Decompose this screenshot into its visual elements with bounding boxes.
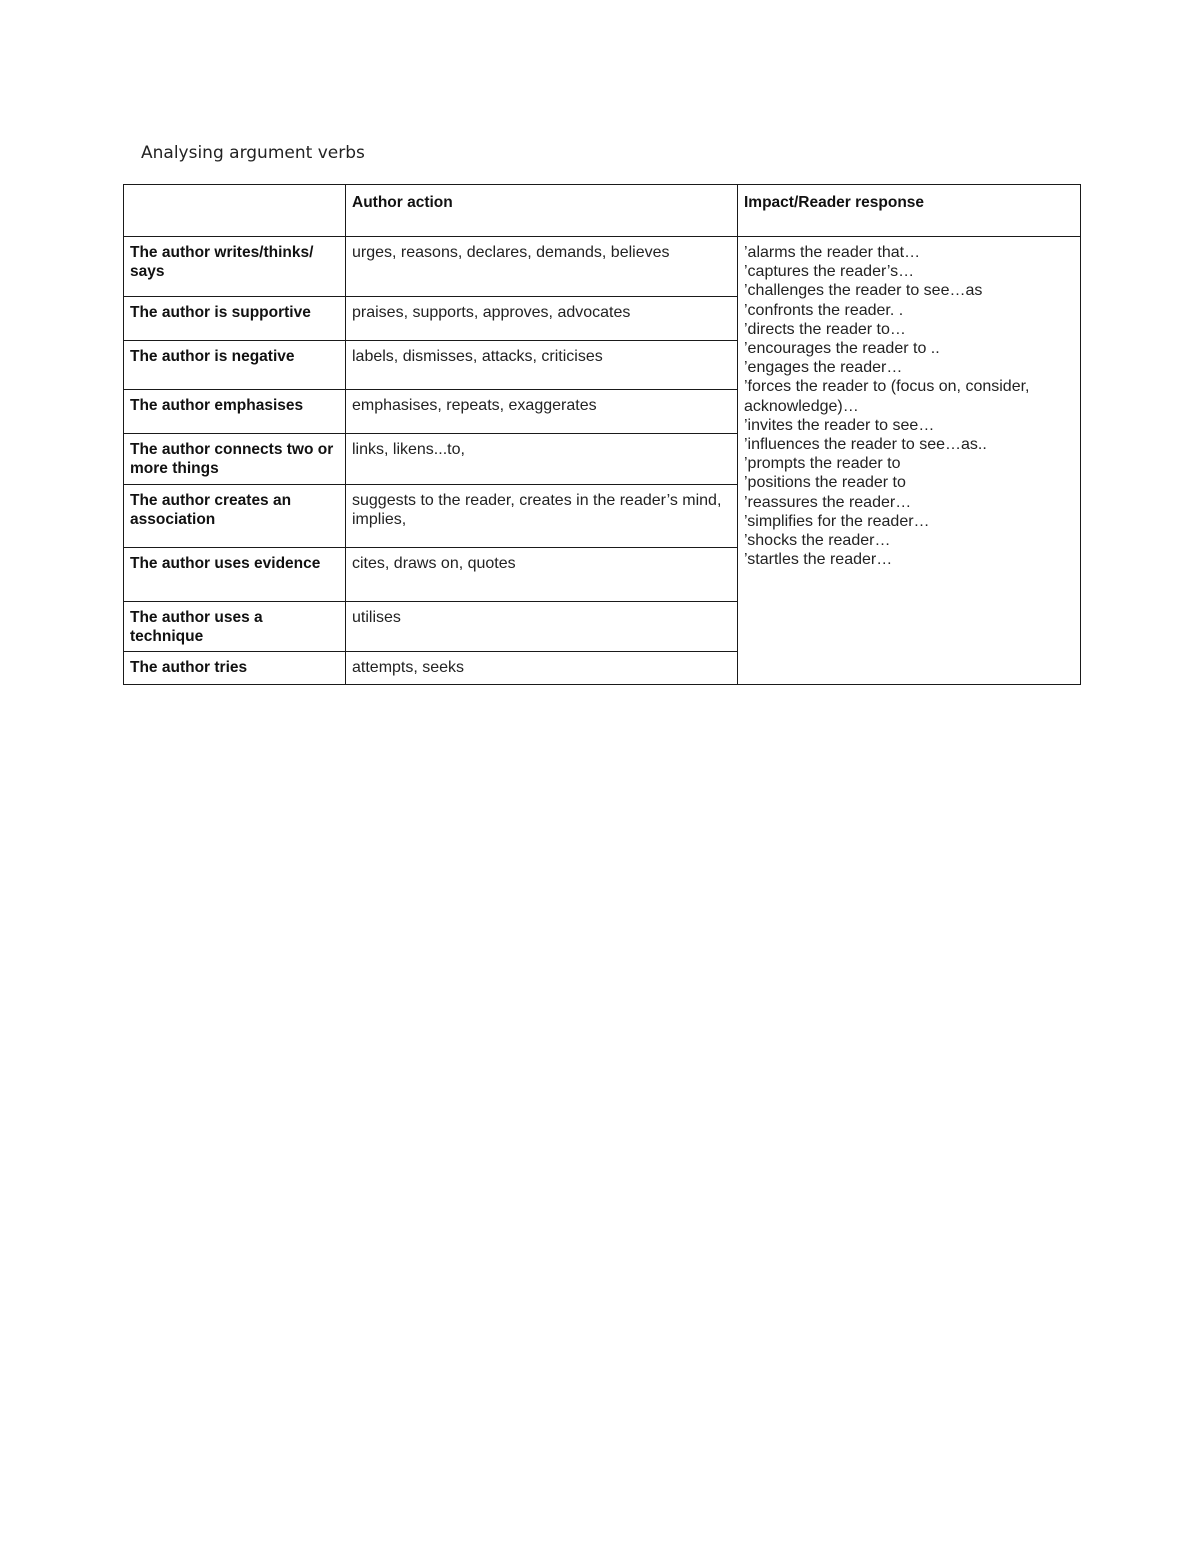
- header-impact-reader-response: Impact/Reader response: [738, 185, 1081, 237]
- action-cell: suggests to the reader, creates in the reader’s mind, implies,: [346, 485, 738, 548]
- impact-item: ’engages the reader…: [744, 359, 903, 377]
- action-cell: urges, reasons, declares, demands, believes: [346, 237, 738, 297]
- impact-item: ’prompts the reader to: [744, 455, 901, 473]
- impact-item: ’challenges the reader to see…as: [744, 282, 983, 300]
- action-cell: emphasises, repeats, exaggerates: [346, 390, 738, 434]
- category-cell: The author uses a technique: [124, 602, 346, 652]
- action-cell: cites, draws on, quotes: [346, 548, 738, 602]
- action-cell: praises, supports, approves, advocates: [346, 297, 738, 341]
- category-cell: The author creates an association: [124, 485, 346, 548]
- page-title: Analysing argument verbs: [141, 143, 365, 163]
- category-cell: The author connects two or more things: [124, 434, 346, 485]
- argument-verbs-table: [123, 184, 1081, 685]
- impact-item: ’startles the reader…: [744, 551, 893, 569]
- action-cell: labels, dismisses, attacks, criticises: [346, 341, 738, 390]
- impact-item: ’captures the reader’s…: [744, 263, 915, 281]
- category-cell: The author writes/thinks/ says: [124, 237, 346, 297]
- table-header-row: [124, 185, 1081, 237]
- action-cell: utilises: [346, 602, 738, 652]
- impact-item: ’forces the reader to (focus on, consider, acknowledge)…: [744, 378, 1030, 415]
- header-empty: [124, 185, 346, 237]
- category-cell: The author emphasises: [124, 390, 346, 434]
- impact-item: ’encourages the reader to ..: [744, 340, 940, 358]
- impact-item: ’positions the reader to: [744, 474, 906, 492]
- impact-item: ’confronts the reader. .: [744, 301, 904, 319]
- header-author-action: Author action: [346, 185, 738, 237]
- impact-item: ’invites the reader to see…: [744, 416, 935, 434]
- action-cell: attempts, seeks: [346, 652, 738, 685]
- impact-item: ’alarms the reader that…: [744, 244, 921, 261]
- impact-item: ’influences the reader to see…as..: [744, 436, 987, 454]
- impact-item: ’simplifies for the reader…: [744, 512, 930, 530]
- category-cell: The author is negative: [124, 341, 346, 390]
- category-cell: The author tries: [124, 652, 346, 685]
- impact-item: ’reassures the reader…: [744, 493, 912, 511]
- impact-cell: [738, 237, 1081, 685]
- category-cell: The author is supportive: [124, 297, 346, 341]
- category-cell: The author uses evidence: [124, 548, 346, 602]
- table-row: [124, 237, 1081, 297]
- impact-item: ’directs the reader to…: [744, 320, 906, 338]
- action-cell: links, likens...to,: [346, 434, 738, 485]
- impact-item: ’shocks the reader…: [744, 532, 891, 550]
